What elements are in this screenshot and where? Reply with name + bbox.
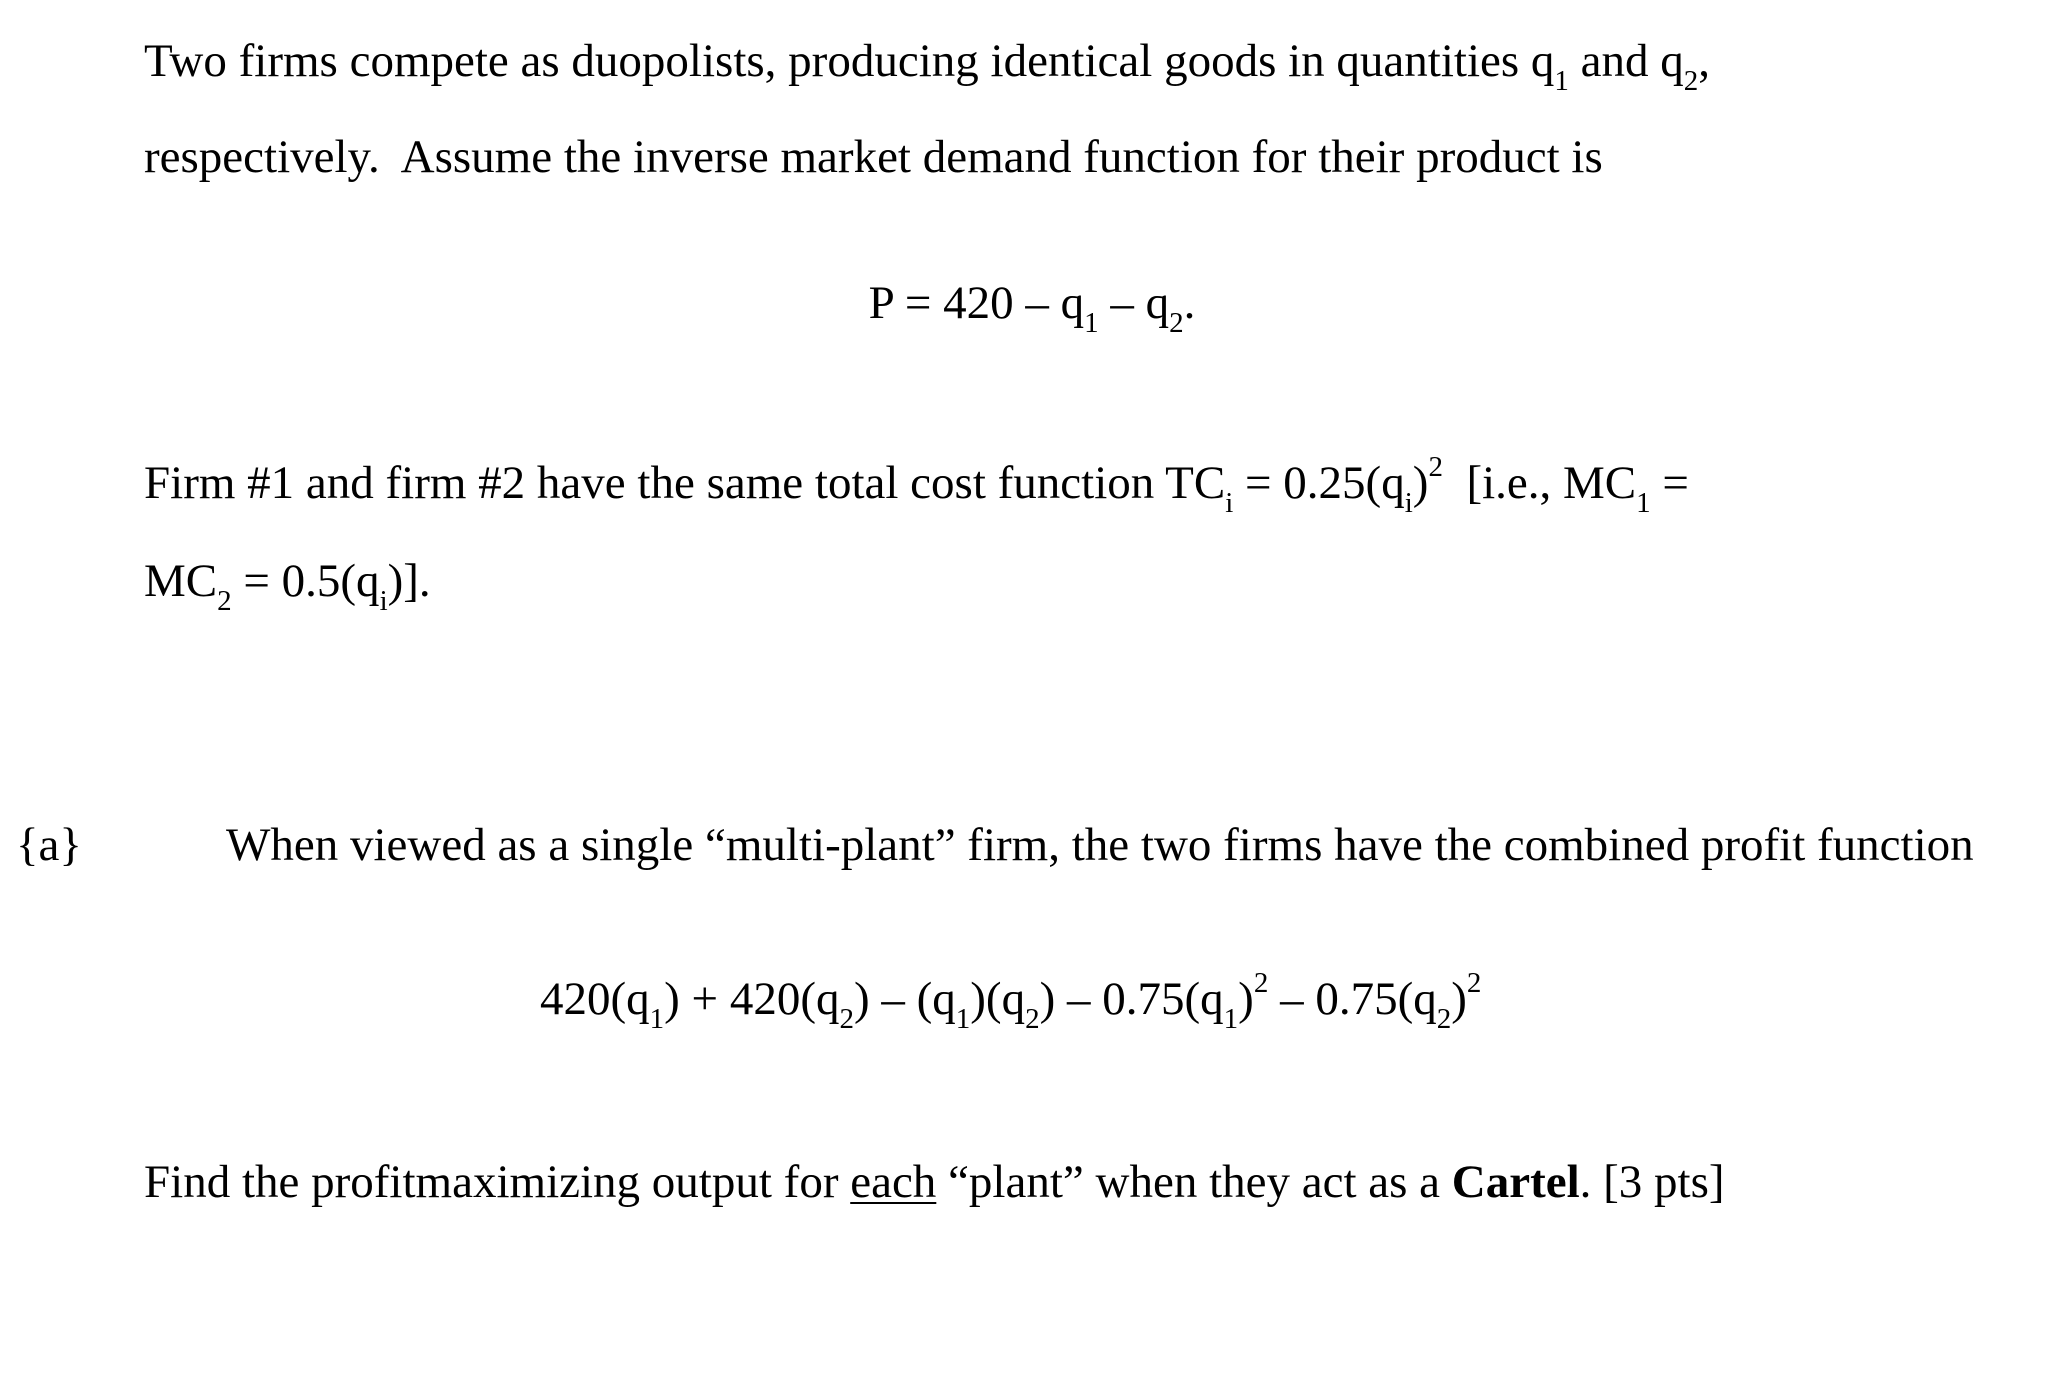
intro-line-1	[144, 35, 1711, 97]
text-run: ,	[1698, 35, 1711, 87]
subscript: 1	[955, 1003, 971, 1035]
text-run: ) + 420(q	[664, 973, 840, 1025]
subscript: 2	[839, 1003, 854, 1035]
subscript: i	[379, 585, 388, 617]
text-run: MC	[144, 555, 218, 607]
text-run: )].	[387, 555, 431, 607]
text-run: )	[1412, 457, 1429, 509]
superscript: 2	[1253, 967, 1269, 999]
subscript: 2	[1683, 65, 1699, 97]
text-run: =	[1650, 457, 1689, 509]
text-run: ) – 0.75(q	[1039, 973, 1224, 1025]
text-run: Find the profitmaximizing output for	[144, 1156, 851, 1208]
bold-text: Cartel	[1451, 1156, 1580, 1208]
superscript: 2	[1428, 451, 1443, 483]
text-run: = 0.25(q	[1233, 457, 1405, 509]
subscript: 2	[1025, 1003, 1040, 1035]
text-run: P = 420 – q	[868, 277, 1085, 329]
subscript: 2	[1436, 1003, 1452, 1035]
subscript: 1	[1223, 1003, 1239, 1035]
cost-line-2	[144, 555, 431, 617]
text-run: – q	[1098, 277, 1170, 329]
text-run: = 0.5(q	[231, 555, 380, 607]
text-run: and q	[1568, 35, 1684, 87]
intro-line-2	[144, 131, 1603, 183]
subscript: 1	[1636, 487, 1651, 519]
text-run: – 0.75(q	[1268, 973, 1437, 1025]
subscript: 1	[649, 1003, 665, 1035]
text-run: . [3 pts]	[1579, 1156, 1725, 1208]
text-run: 420(q	[540, 973, 650, 1025]
demand-equation	[0, 277, 2048, 339]
subscript: i	[1404, 487, 1413, 519]
text-run: ) – (q	[853, 973, 956, 1025]
subscript: 1	[1084, 307, 1099, 339]
text-run: [i.e., MC	[1442, 457, 1637, 509]
text-run: “plant” when they act as a	[936, 1156, 1452, 1208]
underlined-text: each	[850, 1156, 937, 1208]
profit-equation	[540, 967, 1482, 1035]
text-run: Two firms compete as duopolists, producing identical goods in quantities q	[144, 35, 1555, 87]
part-a-label: {a}	[16, 819, 82, 871]
text-run: )(q	[970, 973, 1026, 1025]
cost-line-1	[144, 451, 1689, 519]
text-run: )	[1238, 973, 1254, 1025]
text-run: )	[1451, 973, 1467, 1025]
subscript: 1	[1554, 65, 1569, 97]
text-run: When viewed as a single “multi-plant” firm, the two firms have the combined profit function	[226, 819, 1974, 871]
subscript: i	[1225, 487, 1234, 519]
part-a-intro	[226, 819, 1974, 871]
text-run: respectively. Assume the inverse market demand function for their product is	[144, 131, 1603, 183]
subscript: 2	[1169, 307, 1184, 339]
text-run: .	[1183, 277, 1196, 329]
superscript: 2	[1466, 967, 1482, 999]
subscript: 2	[217, 585, 232, 617]
text-run: Firm #1 and firm #2 have the same total cost function TC	[144, 457, 1226, 509]
part-a-question	[144, 1156, 1725, 1208]
